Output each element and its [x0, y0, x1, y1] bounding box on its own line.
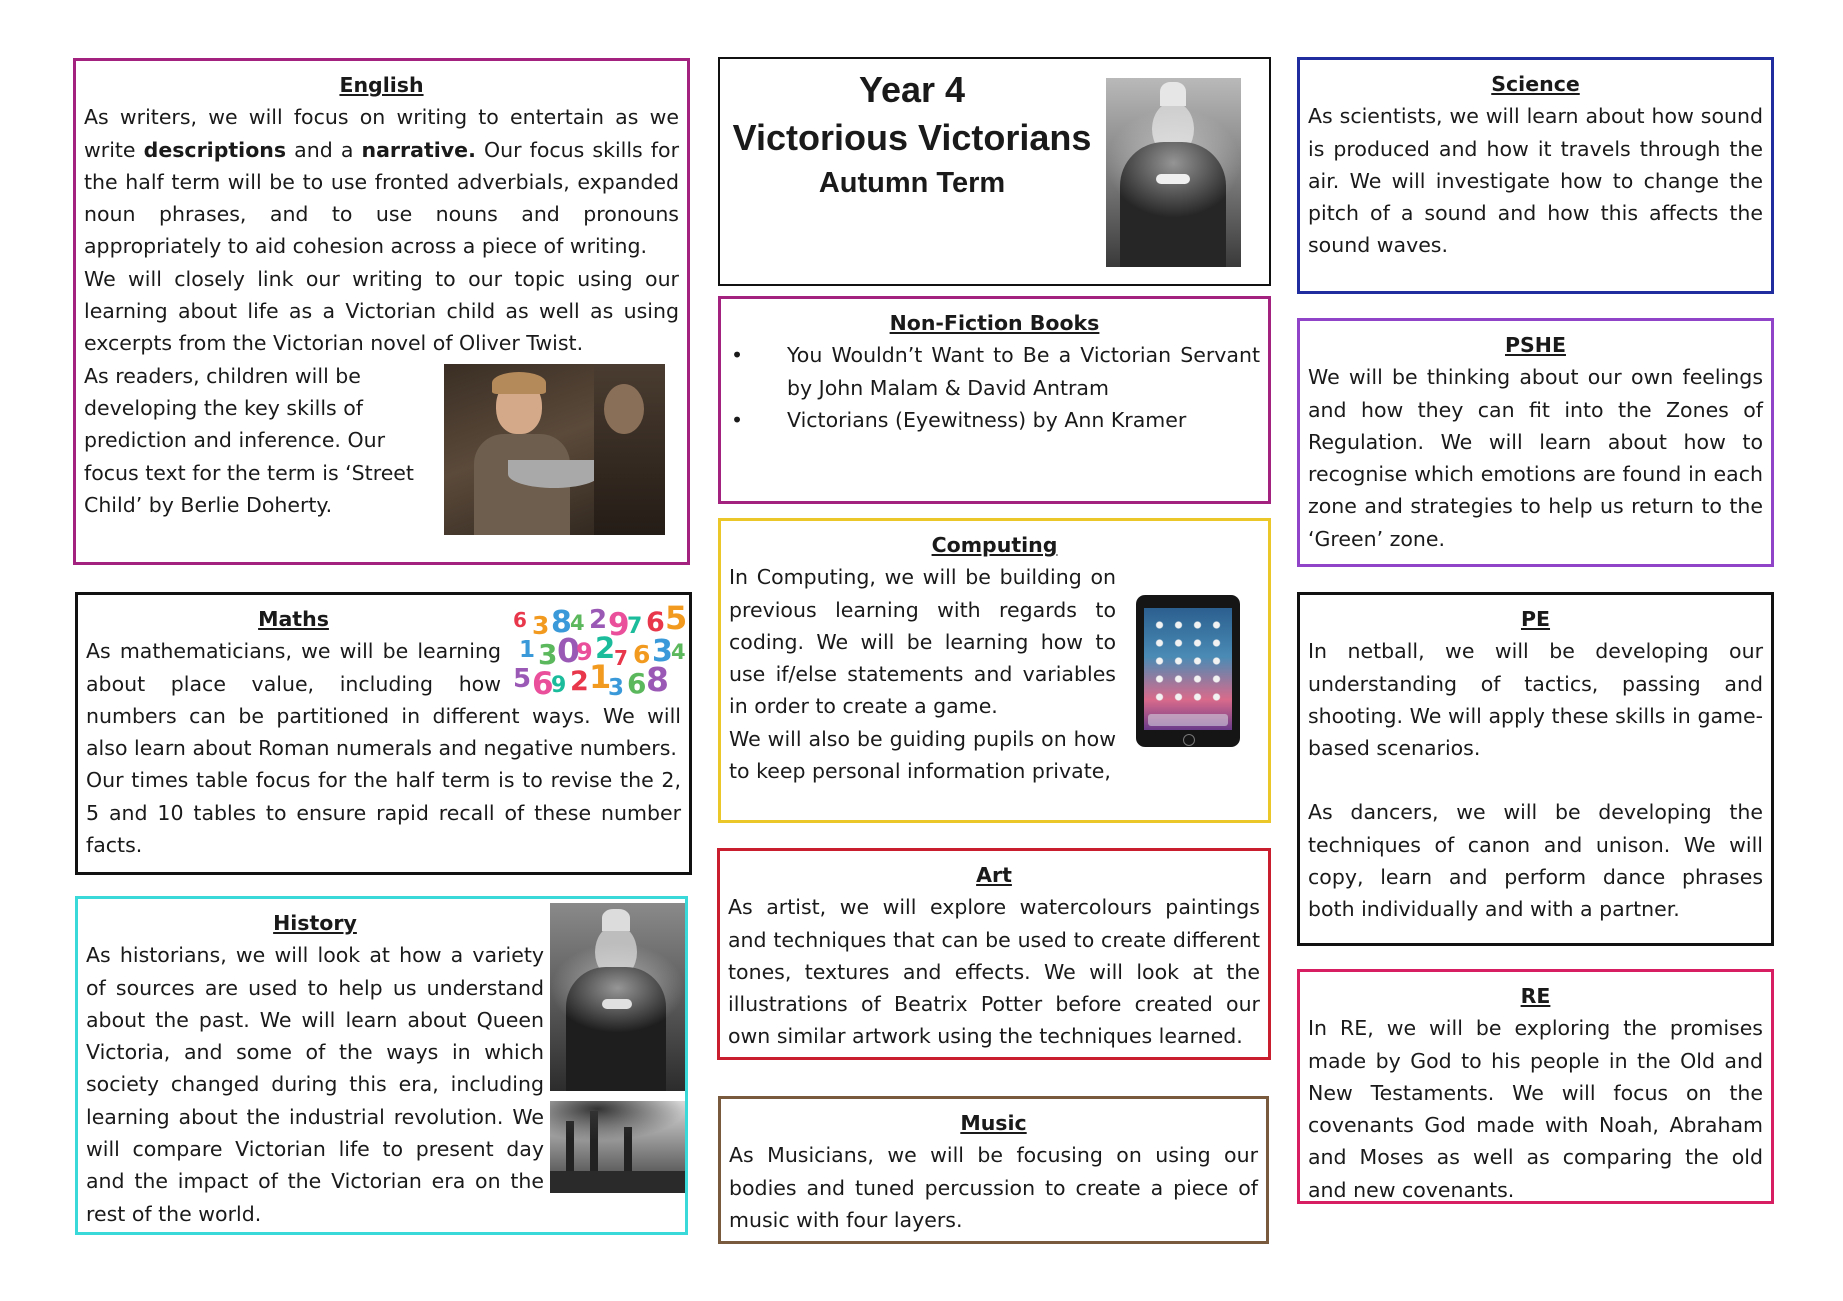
book-item: • Victorians (Eyewitness) by Ann Kramer — [729, 404, 1260, 436]
pe-paragraph-dance: As dancers, we will be developing the techniques of canon and unison. We will copy, learn and perform dance phrases both individually and with a partner. — [1308, 800, 1763, 922]
topic-heading: Victorious Victorians — [732, 117, 1092, 158]
number-digit: 6 — [646, 607, 665, 638]
english-paragraph-readers: As readers, children will be developing the key skills of prediction and inference. Our focus text for the term is ‘Street Child’ by Berlie Doherty. — [84, 363, 414, 517]
science-title: Science — [1491, 72, 1580, 96]
book-item: • You Wouldn’t Want to Be a Victorian Servant by John Malam & David Antram — [729, 339, 1260, 404]
english-paragraph-writers: As writers, we will focus on writing to entertain as we write descriptions and a narrative. Our focus skills for the half term will be to use fronted adverbials, expanded noun phrases, and to use nouns and pronouns appropriately to aid cohesion across a piece of writing. — [84, 105, 679, 259]
number-digit: 5 — [513, 664, 532, 694]
history-paragraph: As historians, we will look at how a variety of sources are used to help us understand about the past. We will learn about Queen Victoria, and some of the ways in which society changed during this era, including learning about the industrial revolution. We will compare Victorian life to present day and the impact of the Victorian era on the rest of the world. — [86, 943, 544, 1226]
re-panel — [1297, 969, 1774, 1204]
pe-panel — [1297, 592, 1774, 946]
number-digit: 7 — [614, 646, 628, 670]
english-title: English — [339, 73, 424, 97]
english-panel — [73, 58, 690, 565]
pshe-panel — [1297, 318, 1774, 567]
term-heading: Autumn Term — [818, 167, 1006, 199]
maths-panel — [75, 592, 692, 875]
maths-paragraph-place-value: As mathematicians, we will be learning about place value, including how numbers can be partitioned in different ways. We will also learn about Roman numerals and negative numbers. — [86, 639, 681, 761]
number-digit: 9 — [608, 607, 630, 643]
header-panel — [718, 57, 1271, 286]
number-digit: 3 — [538, 638, 558, 671]
number-digit: 4 — [671, 640, 686, 664]
pe-title: PE — [1520, 607, 1551, 631]
history-panel — [75, 896, 688, 1235]
queen-victoria-photo — [550, 903, 685, 1091]
art-title: Art — [976, 863, 1012, 887]
number-digit: 3 — [652, 634, 673, 669]
number-digit: 7 — [627, 614, 643, 639]
number-digit: 2 — [570, 666, 589, 697]
queen-victoria-portrait — [1106, 78, 1241, 267]
tablet-image — [1136, 595, 1240, 747]
number-digit: 3 — [532, 611, 550, 640]
science-paragraph: As scientists, we will learn about how sound is produced and how it travels through the air. We will investigate how to change the pitch of a sound and how this affects the sound waves. — [1308, 104, 1763, 258]
art-paragraph: As artist, we will explore watercolours paintings and techniques that can be used to create different tones, textures and effects. We will look at the illustrations of Beatrix Potter before created our own similar artwork using the techniques learned. — [728, 895, 1260, 1049]
number-digit: 6 — [532, 666, 554, 699]
books-panel — [718, 296, 1271, 504]
books-list — [729, 339, 1260, 436]
re-paragraph: In RE, we will be exploring the promises made by God to his people in the Old and New Testaments. We will focus on the covenants God made with Noah, Abraham and Moses as well as comparing the old and new covenants. — [1308, 1016, 1763, 1202]
number-digit: 2 — [595, 631, 616, 665]
number-digit: 8 — [551, 605, 572, 640]
maths-title: Maths — [258, 607, 329, 631]
english-paragraph-topic: We will closely link our writing to our topic using our learning about life as a Victorian child as well as using excerpts from the Victorian novel of Oliver Twist. — [84, 266, 679, 356]
number-digit: 5 — [665, 601, 687, 637]
art-panel — [717, 848, 1271, 1060]
year-heading: Year 4 — [858, 69, 966, 110]
number-digit: 6 — [633, 640, 651, 669]
industrial-revolution-photo — [550, 1101, 685, 1193]
number-digit: 6 — [627, 667, 647, 699]
computing-panel — [718, 518, 1271, 823]
maths-paragraph-times-tables: Our times table focus for the half term is to revise the 2, 5 and 10 tables to ensure rapid recall of these number facts. — [86, 768, 681, 858]
music-panel — [718, 1096, 1269, 1244]
number-digit: 1 — [519, 637, 536, 663]
number-digit: 2 — [589, 605, 608, 635]
pshe-title: PSHE — [1505, 333, 1566, 357]
books-title: Non-Fiction Books — [889, 311, 1100, 335]
computing-paragraph-coding: In Computing, we will be building on previous learning with regards to coding. We will be learning how to use if/else statements and variables in order to create a game. — [729, 565, 1116, 719]
computing-paragraph-safety: We will also be guiding pupils on how to keep personal information private, — [729, 726, 1116, 784]
number-digit: 6 — [513, 608, 527, 632]
numbers-graphic — [507, 601, 687, 699]
history-photos — [550, 903, 685, 1193]
number-digit: 9 — [576, 638, 593, 666]
number-digit: 3 — [608, 675, 625, 699]
pe-paragraph-netball: In netball, we will be developing our understanding of tactics, passing and shooting. We will apply these skills in game-based scenarios. — [1308, 639, 1763, 761]
number-digit: 8 — [646, 660, 669, 699]
number-digit: 0 — [557, 631, 580, 670]
oliver-twist-photo — [444, 364, 665, 535]
number-digit: 4 — [570, 611, 585, 635]
number-digit: 9 — [551, 673, 567, 698]
history-title: History — [273, 911, 357, 935]
number-digit: 1 — [589, 658, 612, 696]
computing-title: Computing — [931, 533, 1058, 557]
science-panel — [1297, 57, 1774, 294]
pshe-paragraph: We will be thinking about our own feelings and how they can fit into the Zones of Regulation. We will learn about how to recognise which emotions are found in each zone and strategies to help us return to the ‘Green’ zone. — [1308, 365, 1763, 551]
music-paragraph: As Musicians, we will be focusing on using our bodies and tuned percussion to create a piece of music with four layers. — [729, 1143, 1258, 1232]
re-title: RE — [1520, 984, 1551, 1008]
music-title: Music — [960, 1111, 1027, 1135]
